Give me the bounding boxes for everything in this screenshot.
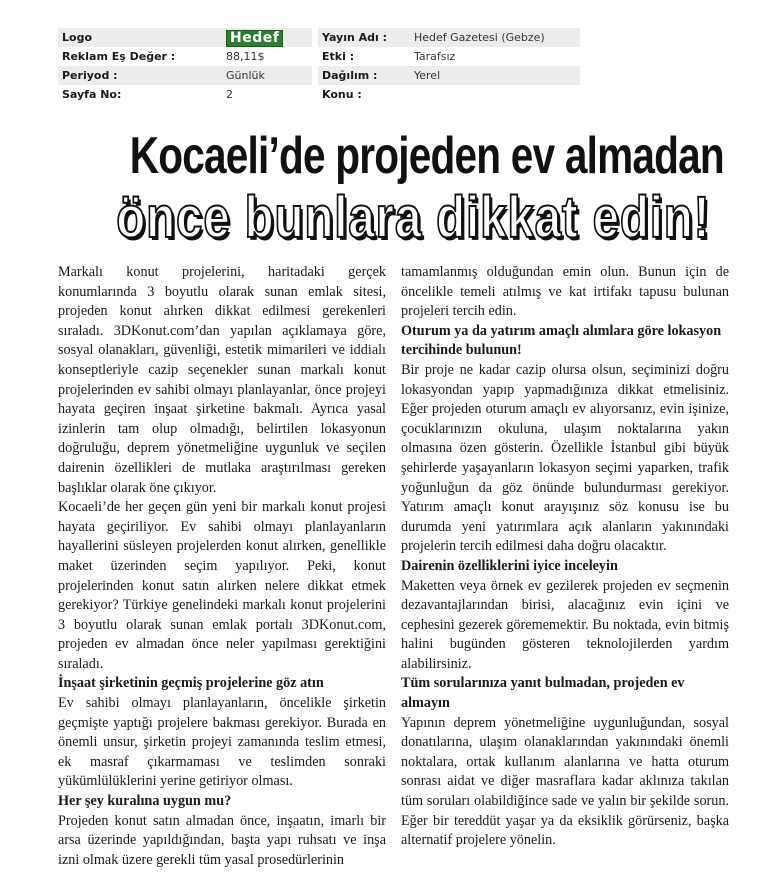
distribution-label: Dağılım : [318, 66, 410, 85]
distribution-value: Yerel [410, 66, 580, 85]
article-paragraph: Yapının deprem yönetmeliğine uygunluğundan, sosyal donatılarına, ulaşım olanaklarından yakınındaki önemli noktalara, ortak kullanım alanlarına ve hatta oturum sonrası aidat ve diğer masraflara kadar aklınıza takılan tüm soruları olabildiğince sade ve yalın bir şekilde sorun. Eğer bir tereddüt yaşar ya da eksiklik görürseniz, başka alternatif projelere yönelin. [401, 714, 729, 849]
page-number-label: Sayfa No: [62, 88, 122, 101]
page-number-value: 2 [226, 88, 233, 101]
headline-line-1: Kocaeli’de projeden ev almadan [129, 127, 724, 185]
logo-label: Logo [58, 28, 222, 47]
article-paragraph: Bir proje ne kadar cazip olursa olsun, seçiminizi doğru lokasyondan yapıp yapmadığınıza dikkat etmelisiniz. Eğer projeden oturum amaçlı ev alıyorsanız, evin işinize, çocuklarınızın okuluna, ulaşım noktalarına yakın olmasına özen gösterin. Özellikle İstanbul gibi büyük şehirlerde yaşayanların lokasyon seçimi yaparken, trafik yoğunluğun da göz önünde bulundurması gerekiyor. Yatırım amaçlı konut arayışınız söz konusu ise bu durumda yeni yatırımlara açık alanların yakınındaki projelerin tercih edilmesi daha doğru olacaktır. [401, 361, 729, 555]
section-subheading: Oturum ya da yatırım amaçlı alımlara göre lokasyon tercihinde bulunun! [401, 322, 722, 359]
impact-label: Etki : [322, 50, 355, 63]
article-paragraph: Ev sahibi olmayı planlayanların, öncelikle şirketin geçmişte yaptığı projelere bakması gerekiyor. Burada en önemli unsur, şirketin projeyi zamanında teslim etmesi, ek masraf çıkarmaması ve teslimden sonraki yükümlülüklerini yerine getiriyor olması. [58, 695, 386, 790]
period-label: Periyod : [58, 66, 222, 85]
article-paragraph: tamamlanmış olduğundan emin olun. Bunun için de öncelikle temeli atılmış ve kat irtifakı tapusu bulunan projeleri tercih edin. [401, 264, 729, 320]
logo-cell [222, 28, 312, 47]
article-column-right [401, 263, 729, 851]
period-value: Günlük [222, 66, 312, 85]
info-row-period [58, 66, 580, 85]
clipping-info-table [58, 28, 580, 104]
article-column-left [58, 263, 386, 870]
headline-line-2: önce bunlara dikkat edin! [116, 185, 711, 250]
impact-value: Tarafsız [414, 50, 456, 63]
article-paragraph: Kocaeli’de her geçen gün yeni bir markalı konut projesi hayata geçiriliyor. Ev sahibi olmayı planlayanların hayallerini süsleyen projelerden konut alırken, genellikle maket üzerinden seçim yapılıyor. Peki, konut projelerinden konut satın alırken nelere dikkat etmek gerekiyor? Türkiye genelindeki markalı konut projelerini 3 boyutlu olarak sunan emlak portalı 3DKonut.com, projeden ev almadan önce neler yapılması gerektiğini sıraladı. [58, 499, 386, 672]
topic-label: Konu : [322, 88, 362, 101]
topic-value [410, 85, 580, 104]
section-subheading: Tüm sorularınıza yanıt bulmadan, projeden ev almayın [401, 675, 685, 712]
section-subheading: Dairenin özelliklerini iyice inceleyin [401, 557, 618, 574]
ad-equivalent-value: 88,11$ [226, 50, 265, 63]
article-paragraph: Maketten veya örnek ev gezilerek projeden ev seçmenin dezavantajlarından birisi, alacağınız evin içini ve cephesini gezerek görememektir. Bu noktada, evin bitmiş halini bugünden gösteren teknolojilerden yardım alabilirsiniz. [401, 577, 729, 672]
info-row-ad-value [58, 47, 580, 66]
publication-name-value: Hedef Gazetesi (Gebze) [410, 28, 580, 47]
publication-name-label: Yayın Adı : [318, 28, 410, 47]
hedef-logo: Hedef [226, 30, 283, 47]
section-subheading: Her şey kuralına uygun mu? [58, 793, 232, 810]
info-row-logo [58, 28, 580, 47]
article-paragraph: Markalı konut projelerini, haritadaki gerçek konumlarında 3 boyutlu olarak sunan emlak sitesi, projeden konut alırken dikkat edilmesi gerekenleri sıraladı. 3DKonut.com’dan yapılan açıklamaya göre, sosyal olanakları, güvenliği, estetik mimarileri ve iddialı konseptleriyle cazip seçenekler sunan markalı konut projelerinden ev sahibi olmayı planlayanlar, önce projeyi hayata geçiren inşaat şirketine bakmalı. Ayrıca yasal izinlerin tam olup olmadığı, belirtilen lokasyonun doğruluğu, deprem yönetmeliğine uygunluk ve seçilen dairenin özellikleri de mutlaka araştırılması gereken başlıklar olarak öne çıkıyor. [58, 264, 386, 496]
article-paragraph: Projeden konut satın almadan önce, inşaatın, imarlı bir arsa üzerinde yapıldığından, başta yapı ruhsatı ve inşa izni olmak üzere gerekli tüm yasal prosedürlerinin [58, 812, 386, 868]
info-row-page [58, 85, 580, 104]
ad-equivalent-label: Reklam Eş Değer : [62, 50, 176, 63]
section-subheading: İnşaat şirketinin geçmiş projelerine göz atın [58, 675, 324, 692]
